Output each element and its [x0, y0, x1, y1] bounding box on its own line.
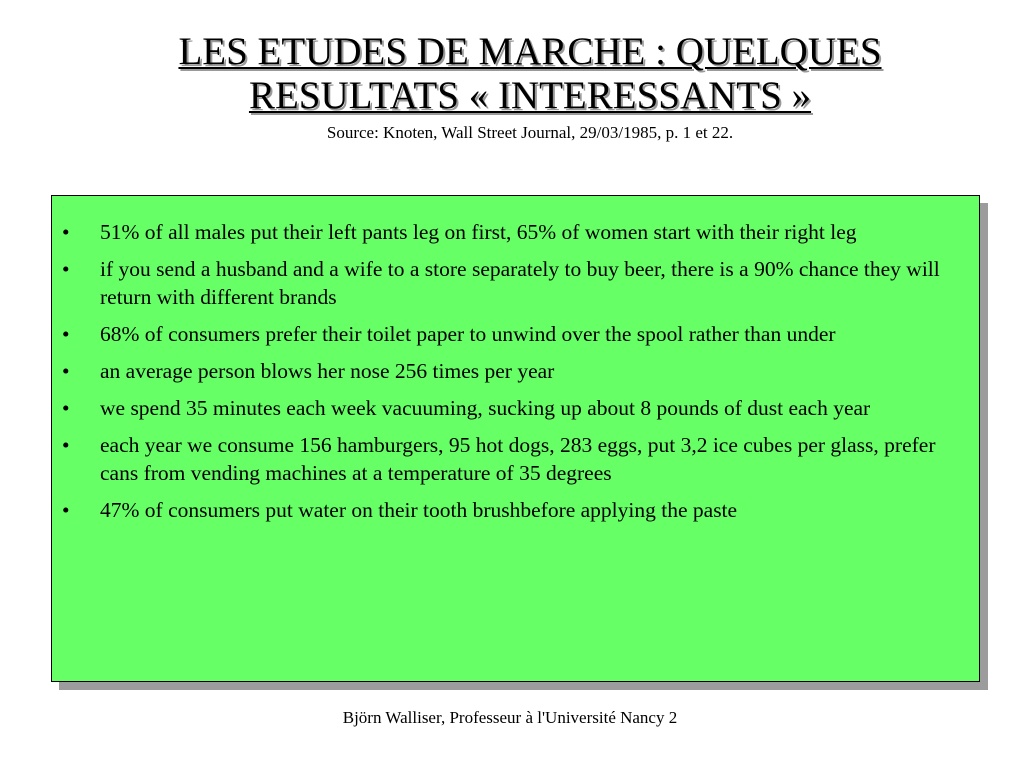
bullet-item — [52, 218, 961, 246]
footer-author: Björn Walliser, Professeur à l'Université Nancy 2 — [342, 708, 678, 727]
bullet-item — [52, 357, 961, 385]
bullet-text: we spend 35 minutes each week vacuuming, sucking up about 8 pounds of dust each year — [100, 396, 871, 420]
bullet-dot: • — [62, 433, 70, 457]
bullet-item — [52, 255, 961, 311]
bullet-text: an average person blows her nose 256 times per year — [100, 359, 555, 383]
bullet-dot: • — [62, 396, 70, 420]
bullet-dot: • — [62, 498, 70, 522]
bullet-dot: • — [62, 257, 70, 281]
bullet-dot: • — [62, 220, 70, 244]
bullet-text: 47% of consumers put water on their tooth brushbefore applying the paste — [100, 498, 738, 522]
content-box — [51, 195, 980, 682]
bullet-text: each year we consume 156 hamburgers, 95 hot dogs, 283 eggs, put 3,2 ice cubes per glass, prefer cans from vending machines at a temperature of 35 degrees — [100, 433, 936, 485]
bullet-item — [52, 394, 961, 422]
bullet-item — [52, 320, 961, 348]
bullet-list — [52, 196, 979, 524]
source-citation: Source: Knoten, Wall Street Journal, 29/03/1985, p. 1 et 22. — [326, 123, 734, 142]
title-block — [0, 30, 1024, 143]
bullet-item — [52, 431, 961, 487]
bullet-dot: • — [62, 322, 70, 346]
slide-title-line-2: RESULTATS « INTERESSANTS » — [248, 74, 812, 117]
bullet-item — [52, 496, 961, 524]
slide-title-line-1: LES ETUDES DE MARCHE : QUELQUES — [178, 30, 882, 73]
bullet-text: 68% of consumers prefer their toilet paper to unwind over the spool rather than under — [100, 322, 836, 346]
bullet-dot: • — [62, 359, 70, 383]
bullet-text: if you send a husband and a wife to a store separately to buy beer, there is a 90% chance they will return with different brands — [100, 257, 940, 309]
bullet-text: 51% of all males put their left pants leg on first, 65% of women start with their right leg — [100, 220, 857, 244]
